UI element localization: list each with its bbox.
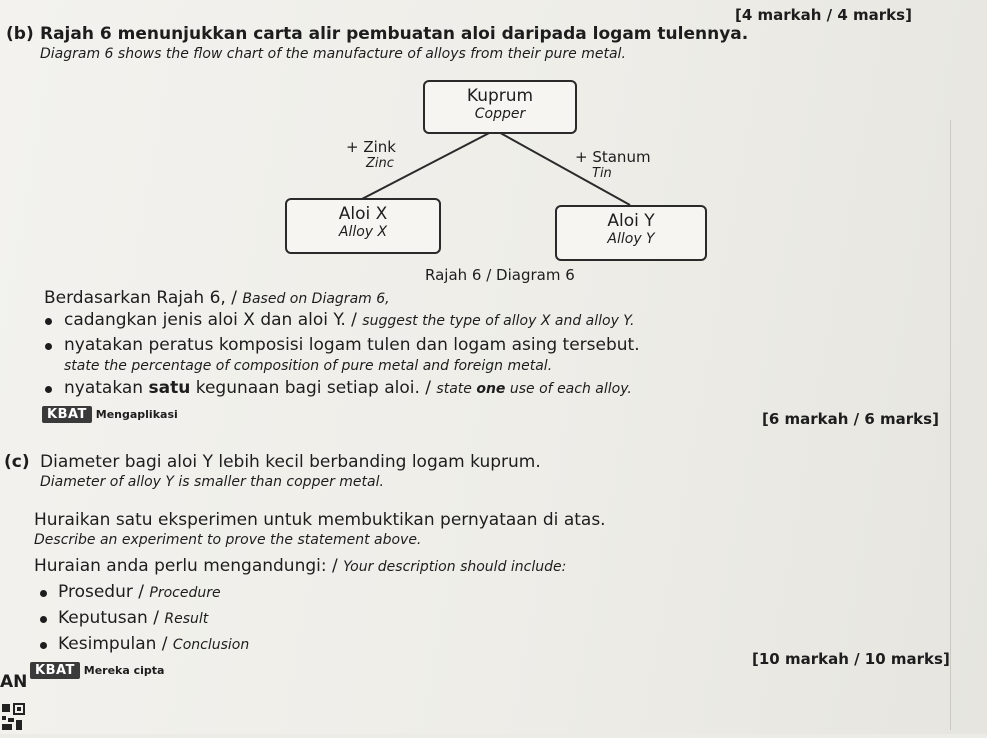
point-procedure [58,582,221,602]
question-c-task-bm: Huraikan satu eksperimen untuk membuktikan pernyataan di atas. [34,510,606,530]
kbat-type: Mengaplikasi [95,408,178,421]
point-result-bm: Keputusan / [58,608,165,628]
question-c-include [34,556,566,576]
tasks-intro-en: Based on Diagram 6, [242,291,390,307]
task-3-en-c: use of each alloy. [505,381,632,397]
point-conclusion-bm: Kesimpulan / [58,634,173,654]
task-3-bm-a: nyatakan [64,378,149,398]
box-copper-en: Copper [474,106,526,122]
diagram-connectors [0,0,987,300]
bullet [45,386,52,393]
kbat-type: Mereka cipta [83,664,165,677]
point-result [58,608,208,628]
bullet [40,616,47,623]
box-alloy-x-bm: Aloi X [338,204,388,224]
task-1-en: suggest the type of alloy X and alloy Y. [362,313,635,329]
edge-tin-bm: + Stanum [575,148,651,166]
point-procedure-bm: Prosedur / [58,582,150,602]
page-edge-text: AN [0,672,28,692]
tasks-intro-bm: Berdasarkan Rajah 6, / [44,288,243,308]
box-alloy-y-bm: Aloi Y [607,211,655,231]
bullet [40,590,47,597]
task-3-bm-emph: satu [148,378,191,398]
question-c-stmt-bm: Diameter bagi aloi Y lebih kecil berbanding logam kuprum. [40,452,541,472]
task-3 [64,378,632,398]
box-copper [423,80,577,134]
tasks-marks: [6 markah / 6 marks] [762,410,939,428]
edge-zinc-en: Zinc [366,156,394,171]
box-alloy-y-en: Alloy Y [607,231,655,247]
question-c-task-en: Describe an experiment to prove the statement above. [34,532,422,548]
task-1 [64,310,635,330]
question-c-marks: [10 markah / 10 marks] [752,650,950,668]
point-procedure-en: Procedure [149,585,221,601]
bullet [45,318,52,325]
edge-zinc-bm: + Zink [346,138,396,156]
task-2-en: state the percentage of composition of pure metal and foreign metal. [64,358,553,374]
question-c-include-bm: Huraian anda perlu mengandungi: / [34,556,344,576]
box-alloy-x-en: Alloy X [338,224,388,240]
kbat-label: KBAT [30,662,80,679]
point-conclusion-en: Conclusion [172,637,250,653]
task-3-en-a: state [436,381,477,397]
kbat-badge-b [42,406,178,423]
question-b-text-en: Diagram 6 shows the flow chart of the manufacture of alloys from their pure metal. [40,46,626,62]
point-conclusion [58,634,249,654]
kbat-badge-c [30,662,164,679]
task-3-bm-c: kegunaan bagi setiap aloi. / [190,378,437,398]
diagram-caption: Rajah 6 / Diagram 6 [425,266,575,284]
tasks-intro [44,288,390,308]
task-3-en-emph: one [476,381,506,397]
question-b-label: (b) [6,24,34,44]
question-b-text-bm: Rajah 6 menunjukkan carta alir pembuatan aloi daripada logam tulennya. [40,24,749,44]
question-c-include-en: Your description should include: [343,559,567,575]
point-result-en: Result [164,611,209,627]
question-c-stmt-en: Diameter of alloy Y is smaller than copper metal. [40,474,384,490]
box-alloy-y [555,205,707,261]
qr-code-icon [0,700,30,734]
edge-tin-en: Tin [592,166,612,181]
box-alloy-x [285,198,441,254]
question-c-label: (c) [4,452,30,472]
question-b-marks: [4 markah / 4 marks] [735,6,912,24]
task-1-bm: cadangkan jenis aloi X dan aloi Y. / [64,310,363,330]
bullet [45,343,52,350]
task-2-bm: nyatakan peratus komposisi logam tulen dan logam asing tersebut. [64,335,640,355]
qr-code-fragment [0,700,30,734]
bullet [40,642,47,649]
box-copper-bm: Kuprum [466,86,534,106]
kbat-label: KBAT [42,406,92,423]
